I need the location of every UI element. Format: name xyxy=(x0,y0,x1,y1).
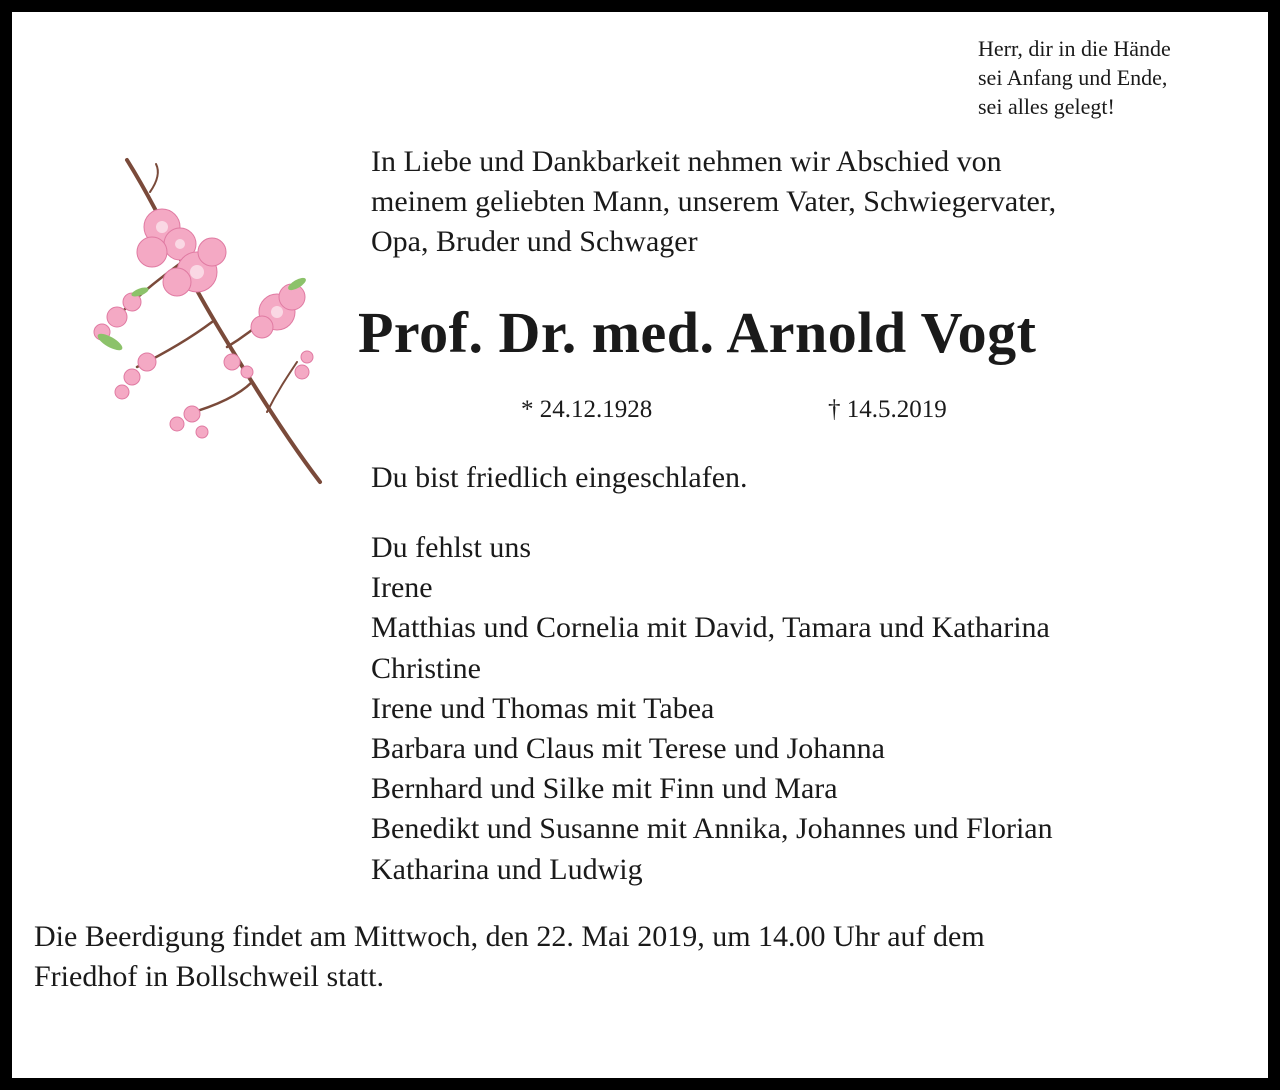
intro-line: meinem geliebten Mann, unserem Vater, Schwiegervater, xyxy=(371,185,1057,218)
family-line: Katharina und Ludwig xyxy=(371,852,643,886)
funeral-info xyxy=(34,917,985,997)
verse-line: sei Anfang und Ende, xyxy=(978,65,1168,90)
family-line: Irene und Thomas mit Tabea xyxy=(371,691,715,725)
verse-line: Herr, dir in die Hände xyxy=(978,36,1171,61)
intro-line: In Liebe und Dankbarkeit nehmen wir Abschied von xyxy=(371,145,1002,178)
death-date: † 14.5.2019 xyxy=(828,396,947,423)
family-line: Du fehlst uns xyxy=(371,531,531,564)
birth-date: * 24.12.1928 xyxy=(521,396,653,423)
family-line: Matthias und Cornelia mit David, Tamara und Katharina xyxy=(371,611,1050,645)
cherry-blossom-branch-icon xyxy=(52,152,342,492)
deceased-name: Prof. Dr. med. Arnold Vogt xyxy=(358,300,1037,365)
obituary-notice xyxy=(12,12,1268,1078)
verse-line: sei alles gelegt! xyxy=(978,94,1115,119)
funeral-line: Die Beerdigung findet am Mittwoch, den 22. Mai 2019, um 14.00 Uhr auf dem xyxy=(34,920,985,953)
family-line: Barbara und Claus mit Terese und Johanna xyxy=(371,732,885,766)
funeral-line: Friedhof in Bollschweil statt. xyxy=(34,960,384,993)
rest-line: Du bist friedlich eingeschlafen. xyxy=(371,461,748,494)
family-line: Benedikt und Susanne mit Annika, Johannes und Florian xyxy=(371,812,1053,846)
family-line: Irene xyxy=(371,571,433,605)
verse-quote xyxy=(978,34,1171,121)
family-line: Christine xyxy=(371,651,481,685)
intro-text xyxy=(371,142,1056,262)
family-list xyxy=(371,528,1053,890)
family-line: Bernhard und Silke mit Finn und Mara xyxy=(371,772,838,806)
intro-line: Opa, Bruder und Schwager xyxy=(371,225,698,258)
